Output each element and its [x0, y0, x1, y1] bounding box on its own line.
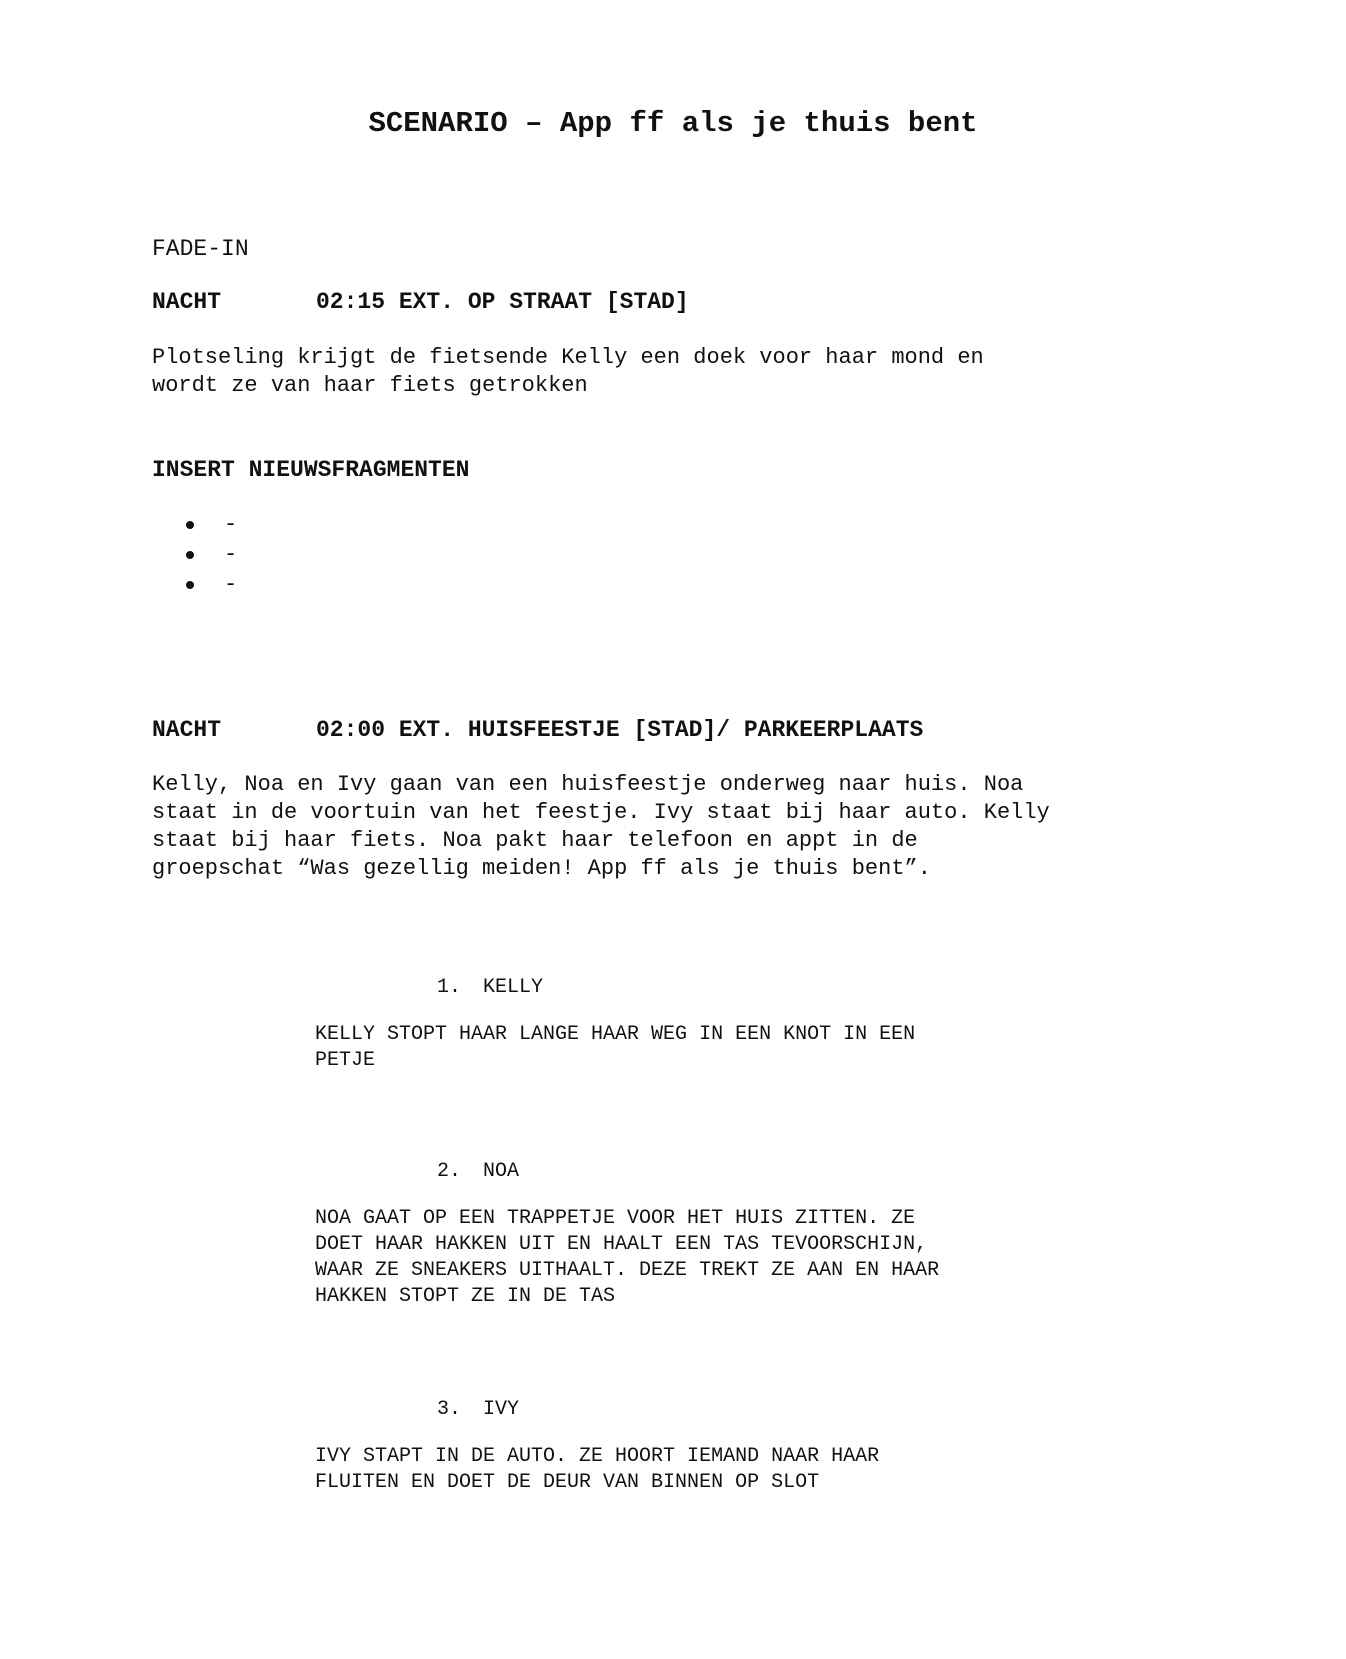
character-action-kelly: KELLY STOPT HAAR LANGE HAAR WEG IN EEN KNOT IN EEN PETJE [315, 1023, 916, 1072]
scene-action-2: Kelly, Noa en Ivy gaan van een huisfeestje onderweg naar huis. Noa staat in de voortuin van het feestje. Ivy staat bij haar auto. Kelly staat bij haar fiets. Noa pakt haar telefoon en appt in de groepschat “Was gezellig meiden! App ff als je thuis bent”. [152, 772, 1050, 881]
character-action-noa: NOA GAAT OP EEN TRAPPETJE VOOR HET HUIS ZITTEN. ZE DOET HAAR HAKKEN UIT EN HAALT EEN TAS TEVOORSCHIJN, WAAR ZE SNEAKERS UITHAALT. DEZE TREKT ZE AAN EN HAAR HAKKEN STOPT ZE IN DE TAS [315, 1207, 940, 1308]
scene-time-of-day: NACHT [152, 717, 222, 743]
scene-location: 02:15 EXT. OP STRAAT [STAD] [316, 289, 689, 315]
bullet-icon [186, 551, 194, 559]
character-action-ivy: IVY STAPT IN DE AUTO. ZE HOORT IEMAND NAAR HAAR FLUITEN EN DOET DE DEUR VAN BINNEN OP SLOT [315, 1445, 880, 1494]
list-item: - [186, 570, 237, 600]
document-title: SCENARIO – App ff als je thuis bent [368, 107, 978, 140]
bullet-icon [186, 581, 194, 589]
scene-action-1: Plotseling krijgt de fietsende Kelly een doek voor haar mond en wordt ze van haar fiets getrokken [152, 345, 984, 398]
character-cue-ivy: 3. IVY [437, 1398, 520, 1421]
scene-heading-2 [152, 716, 923, 744]
list-item: - [186, 540, 237, 570]
scene-heading-1 [152, 288, 689, 316]
character-cue-kelly: 1. KELLY [437, 976, 544, 999]
character-cue-noa: 2. NOA [437, 1160, 520, 1183]
insert-list [186, 510, 237, 600]
scene-location: 02:00 EXT. HUISFEESTJE [STAD]/ PARKEERPLAATS [316, 717, 924, 743]
insert-heading: INSERT NIEUWSFRAGMENTEN [152, 457, 470, 483]
bullet-icon [186, 521, 194, 529]
list-item: - [186, 510, 237, 540]
fade-in-label: FADE-IN [152, 236, 249, 262]
scene-time-of-day: NACHT [152, 289, 222, 315]
